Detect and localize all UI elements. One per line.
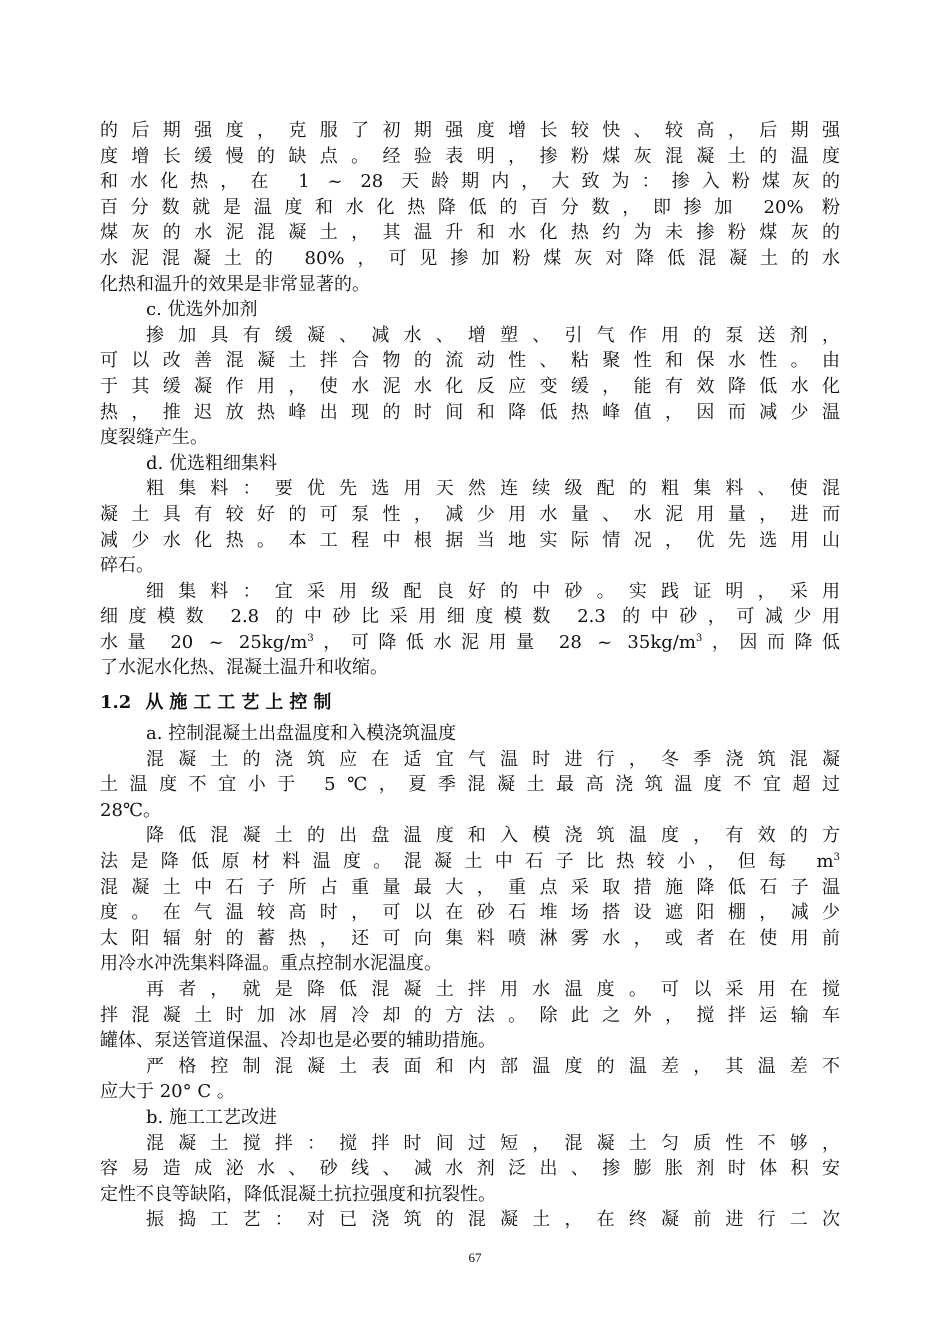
text-line: 度裂缝产生。 (100, 427, 208, 449)
text-line: a. 控制混凝土出盘温度和入模浇筑温度 (146, 723, 457, 745)
page-number: 67 (468, 1250, 482, 1265)
text-line: 凝土具有较好的可泵性，减少用水量、水泥用量，进而 (100, 503, 840, 525)
text-line: 应大于 20° C 。 (100, 1081, 235, 1103)
text-line: d. 优选粗细集料 (146, 452, 277, 474)
text-line: 降低混凝土的出盘温度和入模浇筑温度，有效的方 (146, 825, 840, 847)
text-line: 拌混凝土时加冰屑冷却的方法。除此之外，搅拌运输车 (100, 1004, 840, 1026)
text-line: 水量 20 ~ $25kg/m^3$，可降低水泥用量 28 ~ $35kg/m^3$，因而降低 (100, 631, 840, 653)
text-line: 度。在气温较高时，可以在砂石堆场搭设遮阳棚，减少 (100, 902, 840, 924)
text-block-materials (100, 118, 840, 681)
text-line: 罐体、泵送管道保温、冷却也是必要的辅助措施。 (100, 1030, 496, 1052)
text-line: 煤灰的水泥混凝土，其温升和水化热约为未掺粉煤灰的 (100, 222, 840, 244)
text-line: 混凝土中石子所占重量最大，重点采取措施降低石子温 (100, 876, 840, 898)
text-line: 严格控制混凝土表面和内部温度的温差，其温差不 (146, 1055, 840, 1077)
section-number: 1.2 (100, 692, 132, 714)
text-line: 的后期强度，克服了初期强度增长较快、较高，后期强 (100, 120, 840, 141)
text-line: 再者，就是降低混凝土拌用水温度。可以采用在搅 (146, 979, 840, 1000)
text-block-process (100, 721, 840, 1233)
text-line: 水泥混凝土的 80%，可见掺加粉煤灰对降低混凝土的水 (100, 247, 840, 269)
text-line: b. 施工工艺改进 (146, 1106, 277, 1128)
section-heading (100, 685, 840, 721)
text-line: 于其缓凝作用，使水泥水化反应变缓，能有效降低水化 (100, 375, 840, 397)
text-line: 减少水化热。本工程中根据当地实际情况，优先选用山 (100, 529, 840, 551)
text-line: 混凝土搅拌：搅拌时间过短，混凝土匀质性不够， (146, 1132, 840, 1154)
text-line: 28℃。 (100, 799, 162, 821)
text-line: 用冷水冲洗集料降温。重点控制水泥温度。 (100, 953, 442, 975)
section-title: 从施工工艺上控制 (145, 692, 338, 714)
text-line: 百分数就是温度和水化热降低的百分数，即掺加 20% 粉 (100, 196, 840, 218)
text-line: 粗集料：要优先选用天然连续级配的粗集料、使混 (146, 478, 840, 500)
text-line: 细集料：宜采用级配良好的中砂。实践证明，采用 (146, 580, 840, 602)
text-line: 化热和温升的效果是非常显著的。 (100, 273, 370, 295)
document-body (100, 118, 840, 1233)
text-line: 碎石。 (100, 555, 154, 577)
text-line: 细度模数 2.8 的中砂比采用细度模数 2.3 的中砂，可减少用 (100, 606, 840, 628)
text-line: 了水泥水化热、混凝土温升和收缩。 (100, 657, 388, 679)
text-line: 太阳辐射的蓄热，还可向集料喷淋雾水，或者在使用前 (100, 927, 840, 949)
text-line: 土温度不宜小于 5℃，夏季混凝土最高浇筑温度不宜超过 (100, 774, 840, 796)
text-line: 和水化热，在 1 ~ 28 天龄期内，大致为：掺入粉煤灰的 (100, 171, 840, 193)
text-line: 振捣工艺：对已浇筑的混凝土，在终凝前进行二次 (146, 1209, 840, 1231)
text-line: 容易造成泌水、砂线、减水剂泛出、掺膨胀剂时体积安 (100, 1158, 840, 1180)
text-line: 度增长缓慢的缺点。经验表明，掺粉煤灰混凝土的温度 (100, 145, 840, 167)
text-line: 法是降低原材料温度。混凝土中石子比热较小，但每 $m^3$ (100, 851, 840, 873)
text-line: 热，推迟放热峰出现的时间和降低热峰值，因而减少温 (100, 401, 840, 423)
text-line: 掺加具有缓凝、减水、增塑、引气作用的泵送剂， (146, 324, 840, 346)
text-line: 可以改善混凝土拌合物的流动性、粘聚性和保水性。由 (100, 350, 840, 372)
text-line: 定性不良等缺陷，降低混凝土抗拉强度和抗裂性。 (100, 1183, 496, 1205)
text-line: 混凝土的浇筑应在适宜气温时进行，冬季浇筑混凝 (146, 748, 840, 770)
text-line: c. 优选外加剂 (146, 299, 258, 321)
